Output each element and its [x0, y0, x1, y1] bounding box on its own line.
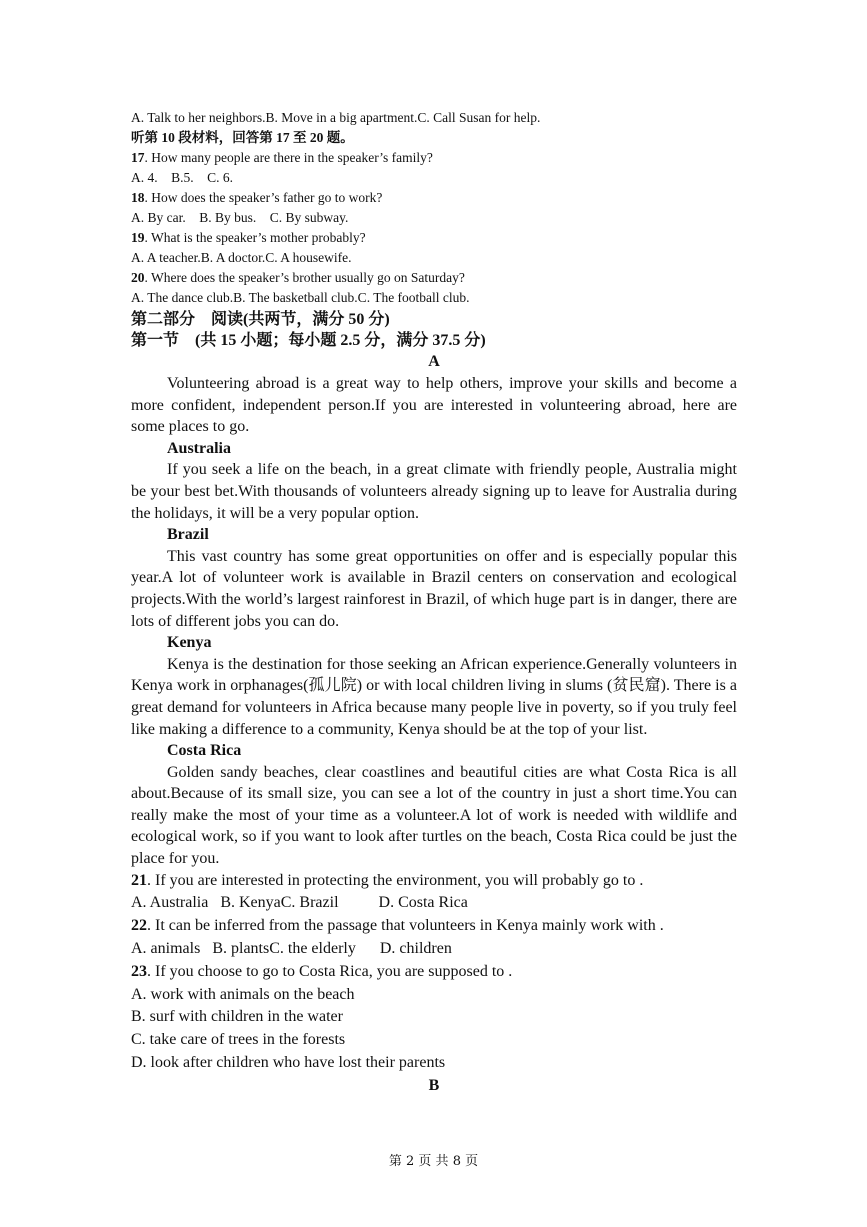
place-heading-costa-rica: Costa Rica	[167, 742, 242, 760]
place-text-brazil: This vast country has some great opportunities on offer and is especially popular this year.A lot of volunteer work is available in Brazil centers on conservation and ecological projects.With the world’s largest rainforest in Brazil, of which huge part is in danger, there are lots of different jobs you can do.	[131, 547, 737, 630]
place-heading-australia: Australia	[167, 439, 231, 457]
question-options: A. By car. B. By bus. C. By subway.	[131, 210, 349, 225]
passage-b-label: B	[428, 1076, 440, 1094]
listening-question	[131, 228, 737, 268]
question-number: 17	[131, 150, 145, 165]
question-number: 23	[131, 962, 147, 980]
listening-question	[131, 148, 737, 188]
question-number: 18	[131, 190, 145, 205]
reading-question	[131, 961, 737, 1075]
question-option-a: A. work with animals on the beach	[131, 985, 355, 1003]
question-text: . Where does the speaker’s brother usually go on Saturday?	[144, 270, 465, 285]
passage-a-label: A	[428, 353, 440, 370]
question-number: 20	[131, 270, 145, 285]
section1-title: 第一节 (共 15 小题；每小题 2.5 分，满分 37.5 分)	[131, 332, 486, 349]
question-text: . What is the speaker’s mother probably?	[144, 230, 366, 245]
place-text-kenya: Kenya is the destination for those seeking an African experience.Generally volunteers in Kenya work in orphanages(孤儿院) or with local children living in slums (贫民窟). There is a great demand for volunteers in Africa because many people live in poverty, so if you truly feel like making a difference to a community, Kenya should be at the top of your list.	[131, 655, 737, 738]
question-text: . How many people are there in the speaker’s family?	[144, 150, 433, 165]
question-option-c: C. take care of trees in the forests	[131, 1031, 346, 1049]
question-option-b: B. surf with children in the water	[131, 1008, 343, 1026]
prev-question-options: A. Talk to her neighbors.B. Move in a big apartment.C. Call Susan for help.	[131, 110, 541, 125]
question-number: 19	[131, 230, 145, 245]
question-option-d: D. look after children who have lost their parents	[131, 1054, 446, 1072]
place-text-australia: If you seek a life on the beach, in a great climate with friendly people, Australia might be your best bet.With thousands of volunteers already signing up to leave for Australia during the holidays, it will be a very popular option.	[131, 461, 737, 522]
question-options: A. 4. B.5. C. 6.	[131, 170, 234, 185]
listening-question	[131, 188, 737, 228]
question-text: . If you choose to go to Costa Rica, you are supposed to .	[147, 962, 513, 980]
question-options: A. Australia B. KenyaC. Brazil D. Costa Rica	[131, 894, 468, 912]
question-text: . It can be inferred from the passage that volunteers in Kenya mainly work with .	[147, 917, 664, 935]
reading-question	[131, 915, 737, 961]
passage-a-intro: Volunteering abroad is a great way to help others, improve your skills and become a more confident, independent person.If you are interested in volunteering abroad, here are some places to go.	[131, 375, 737, 436]
part2-title: 第二部分 阅读(共两节，满分 50 分)	[131, 311, 390, 328]
question-number: 22	[131, 917, 147, 935]
place-heading-brazil: Brazil	[167, 526, 209, 544]
question-options: A. A teacher.B. A doctor.C. A housewife.	[131, 250, 352, 265]
question-options: A. animals B. plantsC. the elderly D. children	[131, 940, 452, 958]
question-options: A. The dance club.B. The basketball club.C. The football club.	[131, 290, 470, 305]
question-number: 21	[131, 871, 147, 889]
listening-question	[131, 268, 737, 308]
listening-section-intro: 听第 10 段材料，回答第 17 至 20 题。	[131, 130, 354, 145]
question-text: . If you are interested in protecting the environment, you will probably go to .	[147, 871, 644, 889]
page-content	[131, 108, 737, 1097]
question-text: . How does the speaker’s father go to work?	[144, 190, 383, 205]
page-footer: 第 2 页 共 8 页	[388, 1154, 479, 1169]
place-text-costa-rica: Golden sandy beaches, clear coastlines and beautiful cities are what Costa Rica is all about.Because of its small size, you can see a lot of the country in just a short time.You can really make the most of your time as a volunteer.A lot of work is needed with wildlife and ecological work, so if you want to look after turtles on the beach, Costa Rica could be just the place for you.	[131, 763, 737, 868]
reading-question	[131, 870, 737, 916]
place-heading-kenya: Kenya	[167, 634, 212, 652]
